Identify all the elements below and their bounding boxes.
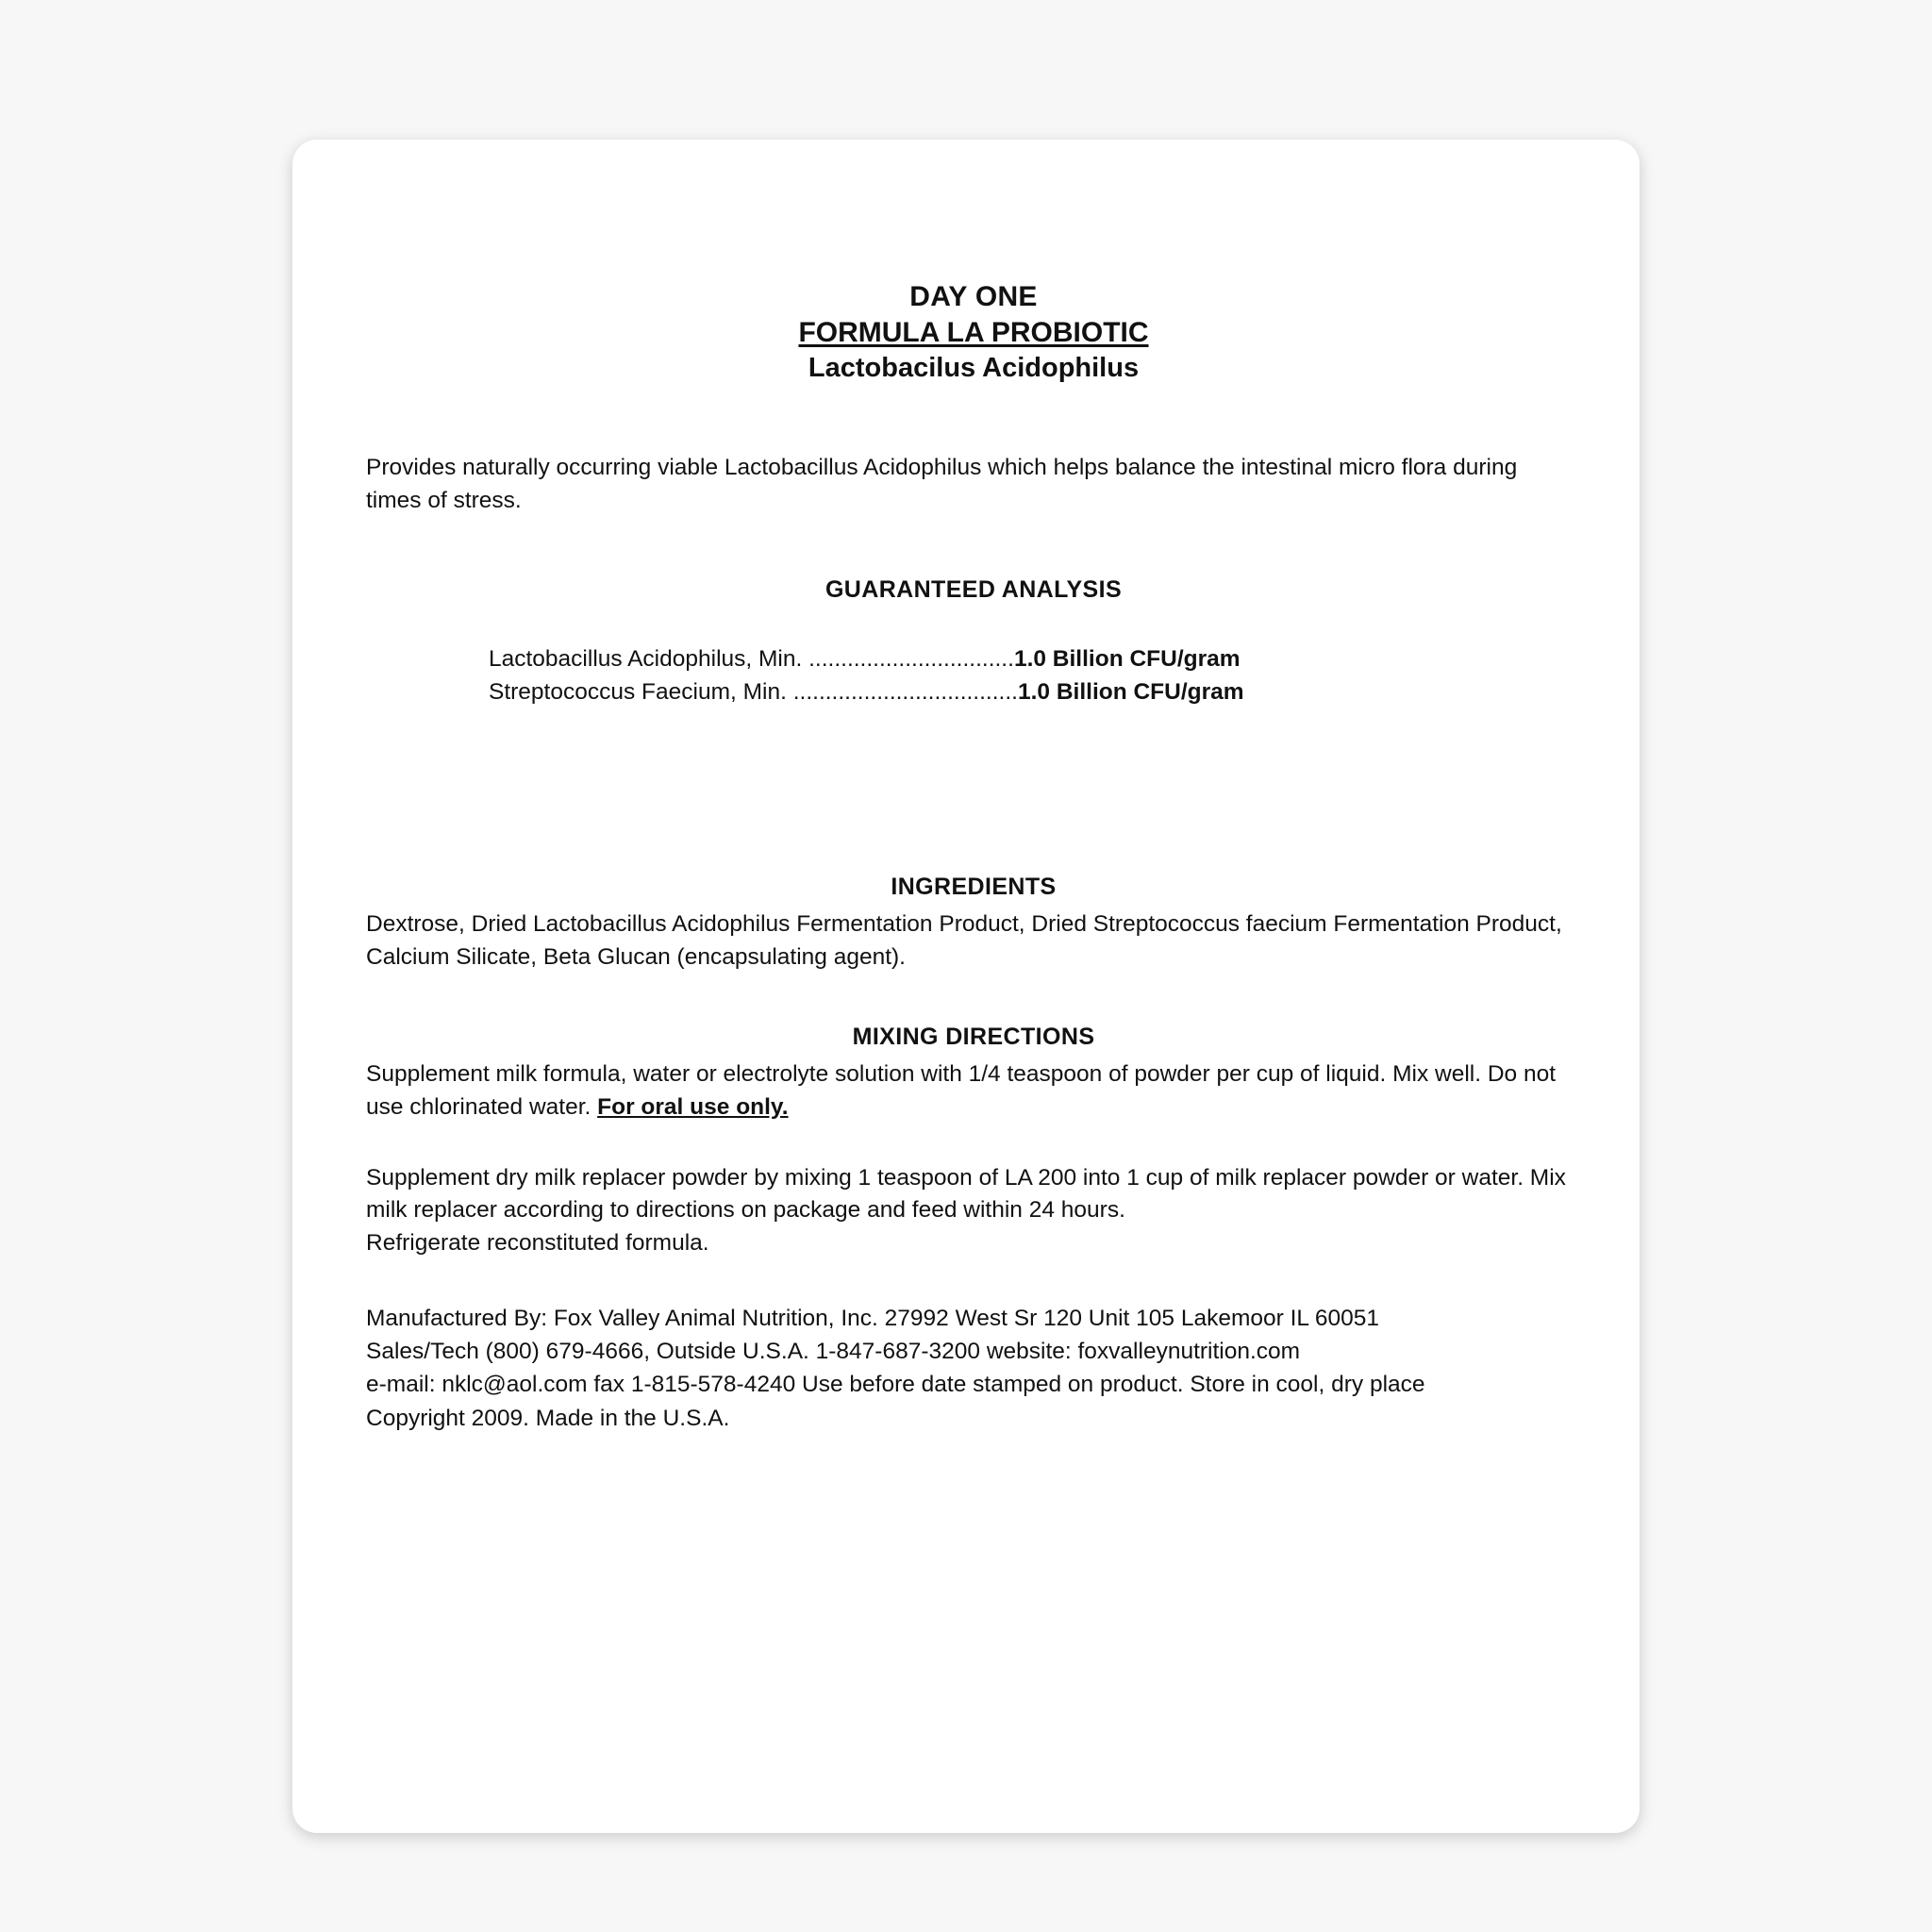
mixing-text-part-2: Supplement dry milk replacer powder by mixing 1 teaspoon of LA 200 into 1 cup of milk replacer powder or water. Mix milk replacer according to directions on package and feed within 24 hours. xyxy=(366,1164,1566,1224)
mixing-text-part-3: Refrigerate reconstituted formula. xyxy=(366,1230,709,1257)
table-row xyxy=(489,643,1581,676)
analysis-value: 1.0 Billion CFU/gram xyxy=(1017,678,1244,705)
manufacturer-line-3: e-mail: nklc@aol.com fax 1-815-578-4240 Use before date stamped on product. Store in cool, dry place xyxy=(366,1372,1425,1398)
ingredients-text: Dextrose, Dried Lactobacillus Acidophilus Fermentation Product, Dried Streptococcus faecium Fermentation Product, Calcium Silicate, Beta Glucan (encapsulating agent). xyxy=(366,911,1562,971)
mixing-directions-paragraph-1 xyxy=(366,1058,1559,1124)
product-name-line1: DAY ONE xyxy=(909,281,1038,312)
mixing-directions-paragraph-2 xyxy=(366,1162,1581,1260)
product-name-line2: FORMULA LA PROBIOTIC xyxy=(798,316,1149,348)
mixing-text-part-1: Supplement milk formula, water or electrolyte solution with 1/4 teaspoon of powder per cup of liquid. Mix well. Do not use chlorinated water. xyxy=(366,1060,1557,1120)
analysis-name: Streptococcus Faecium, Min. xyxy=(489,678,787,705)
oral-use-emphasis: For oral use only. xyxy=(597,1093,789,1120)
manufacturer-line-4: Copyright 2009. Made in the U.S.A. xyxy=(366,1405,730,1431)
table-row xyxy=(489,676,1581,709)
manufacturer-line-2: Sales/Tech (800) 679-4666, Outside U.S.A. 1-847-687-3200 website: foxvalleynutrition.com xyxy=(366,1339,1301,1365)
analysis-value: 1.0 Billion CFU/gram xyxy=(1013,645,1241,672)
analysis-name: Lactobacillus Acidophilus, Min. xyxy=(489,645,803,672)
ingredients-heading: INGREDIENTS xyxy=(891,874,1057,901)
label-card xyxy=(292,140,1640,1833)
manufacturer-line-1: Manufactured By: Fox Valley Animal Nutrition, Inc. 27992 West Sr 120 Unit 105 Lakemoor IL 60051 xyxy=(366,1305,1380,1331)
intro-paragraph: Provides naturally occurring viable Lactobacillus Acidophilus which helps balance the intestinal micro flora during times of stress. xyxy=(366,455,1518,514)
label-content xyxy=(366,140,1581,1833)
guaranteed-analysis-table xyxy=(489,643,1581,709)
product-name-line3: Lactobacilus Acidophilus xyxy=(808,352,1140,383)
title-block xyxy=(366,279,1581,386)
dot-leader: ................................ xyxy=(802,645,1014,672)
guaranteed-analysis-heading: GUARANTEED ANALYSIS xyxy=(824,575,1123,603)
dot-leader: ................................... xyxy=(786,678,1018,705)
mixing-directions-heading: MIXING DIRECTIONS xyxy=(852,1023,1095,1050)
manufacturer-block xyxy=(366,1302,1581,1435)
